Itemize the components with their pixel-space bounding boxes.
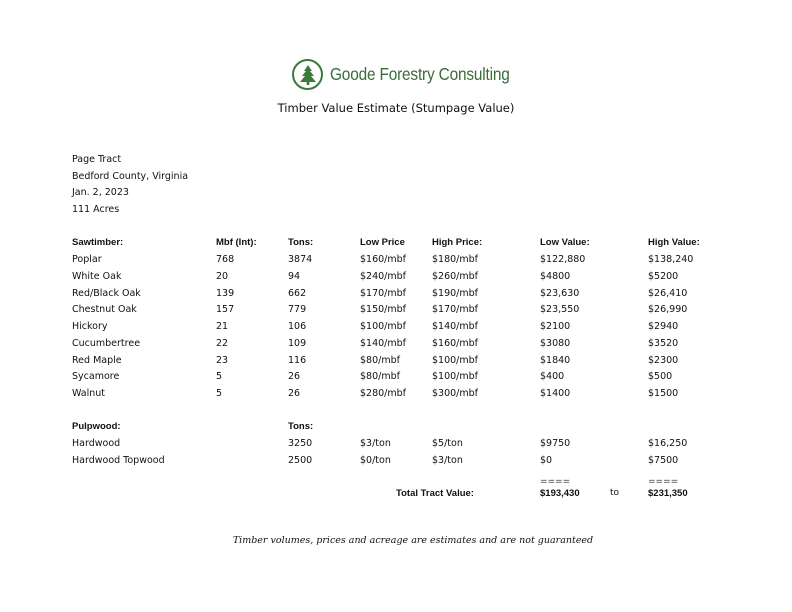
mbf-value: 157 [216,304,235,315]
mbf-value: 5 [216,371,223,382]
high-value: $5200 [648,271,679,282]
low-value: $23,550 [540,304,580,315]
low-price: $280/mbf [360,388,407,399]
low-total-separator: ==== [540,477,571,487]
tract-location: Bedford County, Virginia [72,171,189,182]
product-name: Hardwood Topwood [72,455,165,466]
company-logo [292,59,534,90]
product-name: Hardwood [72,438,121,449]
low-value: $4800 [540,271,571,282]
col-header-mbf: Mbf (Int): [216,237,257,248]
table-row [0,438,792,455]
high-value: $2300 [648,355,679,366]
table-row [0,388,792,405]
species-name: Chestnut Oak [72,304,137,315]
table-row [0,288,792,305]
high-price: $180/mbf [432,254,479,265]
low-value: $2100 [540,321,571,332]
low-value: $1400 [540,388,571,399]
col-header-high-value: High Value: [648,237,700,248]
low-price: $80/mbf [360,371,400,382]
mbf-value: 139 [216,288,235,299]
low-value: $3080 [540,338,571,349]
mbf-value: 768 [216,254,235,265]
low-price: $100/mbf [360,321,407,332]
sawtimber-header-row [0,237,792,254]
high-value: $138,240 [648,254,694,265]
table-row [0,271,792,288]
high-price: $5/ton [432,438,463,449]
high-value: $16,250 [648,438,688,449]
pulpwood-header-row [0,421,792,438]
tons-value: 94 [288,271,301,282]
tract-date: Jan. 2, 2023 [72,187,129,198]
mbf-value: 23 [216,355,229,366]
tons-value: 26 [288,388,301,399]
high-value: $2940 [648,321,679,332]
tons-value: 3250 [288,438,313,449]
high-price: $260/mbf [432,271,479,282]
mbf-value: 21 [216,321,229,332]
tons-value: 2500 [288,455,313,466]
col-header-tons: Tons: [288,237,314,248]
tract-name: Page Tract [72,154,122,165]
tons-value: 779 [288,304,307,315]
high-price: $160/mbf [432,338,479,349]
low-price: $3/ton [360,438,391,449]
high-value: $500 [648,371,673,382]
tons-value: 109 [288,338,307,349]
low-price: $0/ton [360,455,391,466]
high-price: $300/mbf [432,388,479,399]
mbf-value: 20 [216,271,229,282]
document-subtitle: Timber Value Estimate (Stumpage Value) [277,101,515,115]
total-low-value: $193,430 [540,488,580,499]
low-price: $80/mbf [360,355,400,366]
species-name: Walnut [72,388,106,399]
high-value: $7500 [648,455,679,466]
high-value: $26,410 [648,288,688,299]
low-value: $9750 [540,438,571,449]
low-value: $23,630 [540,288,580,299]
tons-value: 3874 [288,254,313,265]
total-range-to: to [610,488,620,498]
high-value: $26,990 [648,304,688,315]
low-price: $170/mbf [360,288,407,299]
low-value: $400 [540,371,565,382]
table-row [0,455,792,472]
total-tract-value-label: Total Tract Value: [396,488,474,499]
high-value: $1500 [648,388,679,399]
col-header-pulpwood: Pulpwood: [72,421,121,432]
high-price: $100/mbf [432,355,479,366]
low-value: $1840 [540,355,571,366]
table-row [0,304,792,321]
tons-value: 116 [288,355,307,366]
table-row [0,321,792,338]
tons-value: 26 [288,371,301,382]
table-row [0,338,792,355]
species-name: Hickory [72,321,108,332]
high-price: $170/mbf [432,304,479,315]
mbf-value: 22 [216,338,229,349]
low-price: $140/mbf [360,338,407,349]
col-header-low-value: Low Value: [540,237,590,248]
low-price: $240/mbf [360,271,407,282]
high-price: $3/ton [432,455,463,466]
low-price: $160/mbf [360,254,407,265]
tons-value: 662 [288,288,307,299]
tract-acreage: 111 Acres [72,204,120,215]
high-price: $140/mbf [432,321,479,332]
species-name: Cucumbertree [72,338,141,349]
pine-tree-icon [292,59,323,90]
col-header-pulp-tons: Tons: [288,421,314,432]
col-header-sawtimber: Sawtimber: [72,237,124,248]
table-row [0,371,792,388]
low-price: $150/mbf [360,304,407,315]
high-value: $3520 [648,338,679,349]
col-header-high-price: High Price: [432,237,483,248]
low-value: $122,880 [540,254,586,265]
species-name: Red Maple [72,355,122,366]
species-name: White Oak [72,271,122,282]
total-high-value: $231,350 [648,488,688,499]
species-name: Poplar [72,254,102,265]
company-name: Goode Forestry Consulting [330,64,510,84]
mbf-value: 5 [216,388,223,399]
species-name: Sycamore [72,371,120,382]
species-name: Red/Black Oak [72,288,141,299]
tons-value: 106 [288,321,307,332]
table-row [0,355,792,372]
high-price: $100/mbf [432,371,479,382]
col-header-low-price: Low Price [360,237,405,248]
high-total-separator: ==== [648,477,679,487]
low-value: $0 [540,455,553,466]
high-price: $190/mbf [432,288,479,299]
table-row [0,254,792,271]
disclaimer: Timber volumes, prices and acreage are estimates and are not guaranteed [232,535,594,546]
